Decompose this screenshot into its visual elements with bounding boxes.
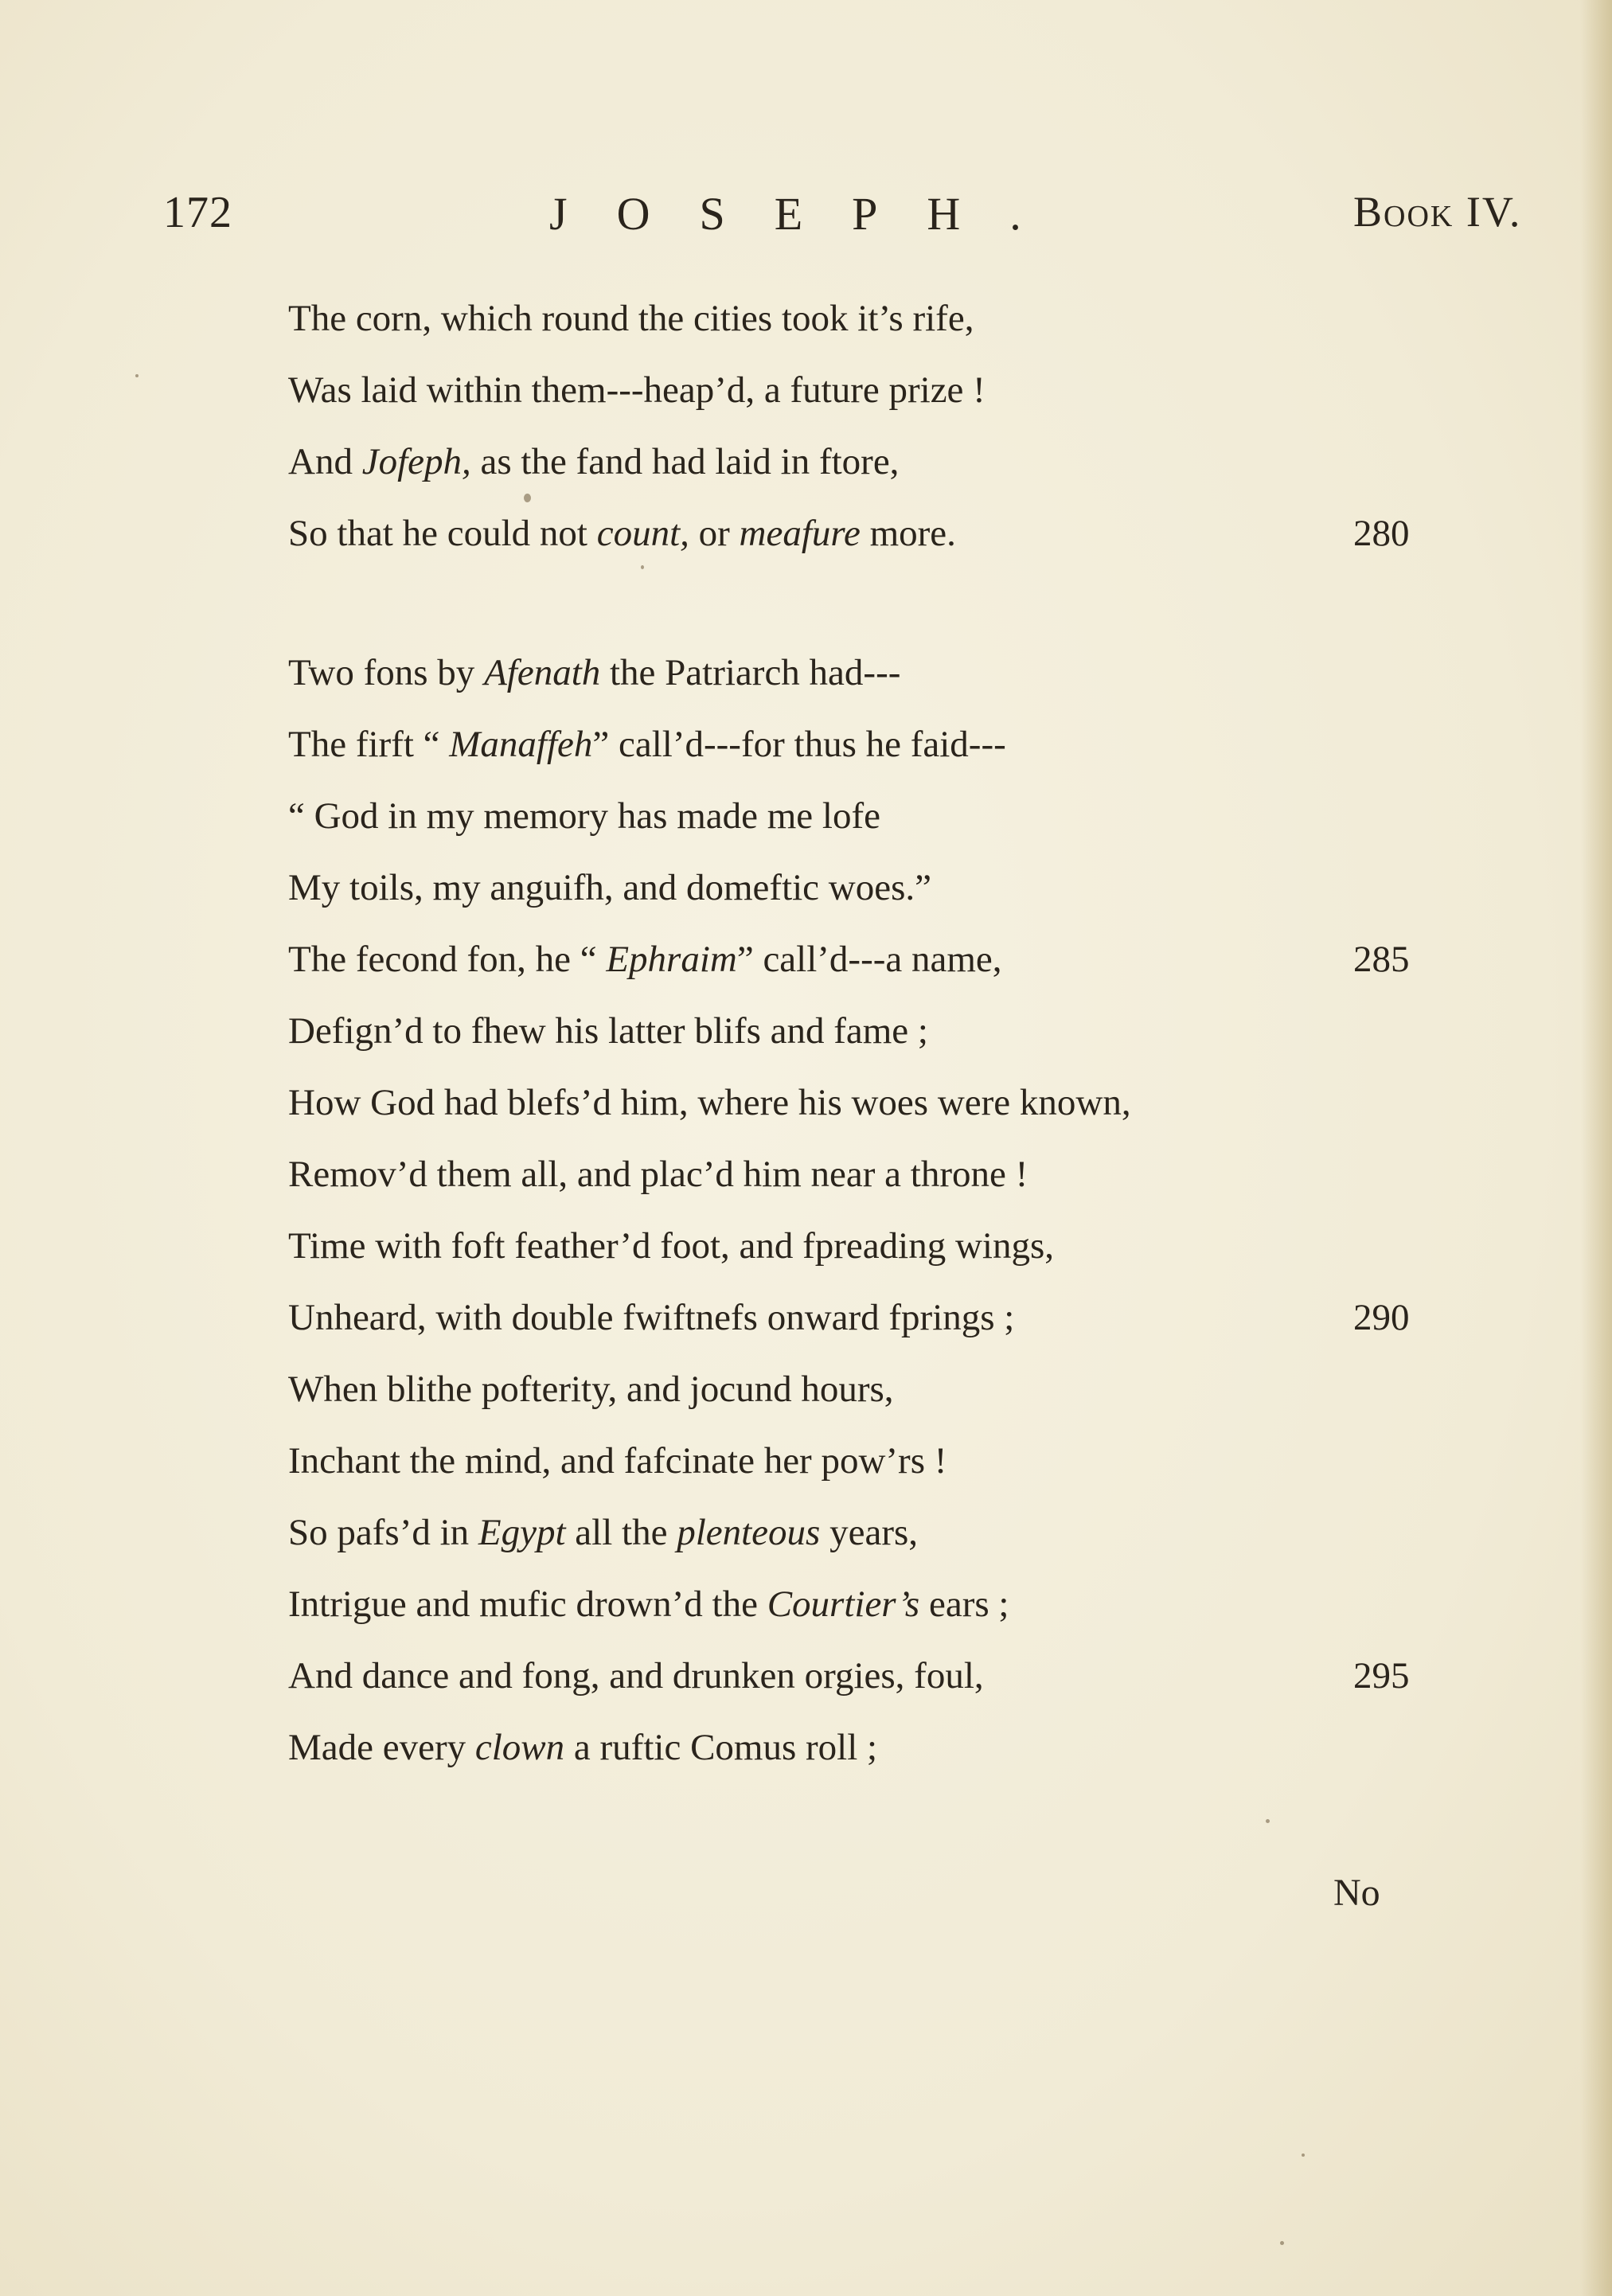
verse-text: And (288, 441, 362, 482)
verse-text: the Patriarch had--- (600, 652, 901, 693)
verse-italic-text: Courtier’s (767, 1583, 920, 1625)
verse-line (288, 295, 974, 342)
verse-text: ” call’d---a name, (736, 939, 1002, 980)
verse-text: “ God in my memory has made me lofe (288, 795, 880, 837)
verse-text: Two fons by (288, 652, 485, 693)
verse-italic-text: meafure (739, 513, 861, 554)
book-label: Book IV. (1353, 188, 1522, 236)
verse-text: Was laid within them---heap’d, a future prize ! (288, 369, 986, 411)
verse-text: Time with foft feather’d foot, and fpreading wings, (288, 1225, 1054, 1267)
running-title: JOSEPH. (549, 188, 1071, 240)
verse-line (288, 1150, 1028, 1198)
verse-line (288, 1652, 984, 1700)
verse-italic-text: Manaffeh (449, 724, 593, 765)
verse-line (288, 1437, 947, 1485)
running-header (0, 187, 1612, 259)
verse-line (288, 1509, 918, 1556)
verse-line (288, 935, 1002, 983)
line-number: 290 (1353, 1297, 1410, 1338)
verse-text: or (689, 513, 740, 554)
verse-text: The corn, which round the cities took it’s rife, (288, 298, 974, 339)
verse-line (288, 864, 931, 912)
verse-italic-text: Afenath (484, 652, 601, 693)
verse-text: ” call’d---for thus he faid--- (592, 724, 1006, 765)
verse-text: all the (565, 1512, 677, 1553)
verse-line (288, 1365, 894, 1413)
verse-line (288, 649, 900, 697)
verse-italic-text: Ephraim (606, 939, 737, 980)
verse-text: Remov’d them all, and plac’d him near a throne ! (288, 1154, 1028, 1195)
verse-text: And dance and fong, and drunken orgies, foul, (288, 1655, 984, 1697)
verse-line (288, 1007, 928, 1055)
page-number: 172 (163, 188, 232, 237)
verse-text: So pafs’d in (288, 1512, 478, 1553)
verse-line (288, 720, 1006, 768)
verse-line (288, 792, 880, 840)
verse-text: How God had blefs’d him, where his woes were known, (288, 1082, 1131, 1123)
verse-line (288, 1294, 1014, 1341)
catchword: No (1333, 1872, 1380, 1914)
verse-italic-text: Egypt (478, 1512, 566, 1553)
verse-text: as the fand had laid in ftore, (470, 441, 900, 482)
verse-text: years, (820, 1512, 919, 1553)
verse-italic-text: count, (596, 513, 689, 554)
verse-text: Intrigue and mufic drown’d the (288, 1583, 767, 1625)
verse-line (288, 366, 986, 414)
verse-line (288, 1724, 877, 1771)
verse-text: The firft “ (288, 724, 450, 765)
verse-line (288, 1079, 1131, 1127)
verse-text: more. (860, 513, 956, 554)
verse-text: So that he could not (288, 513, 597, 554)
verse-text: a ruftic Comus roll ; (564, 1727, 878, 1768)
line-number: 280 (1353, 513, 1410, 554)
verse-line (288, 510, 956, 557)
verse-text: Unheard, with double fwiftnefs onward fprings ; (288, 1297, 1015, 1338)
verse-line (288, 1580, 1009, 1628)
line-number: 285 (1353, 939, 1410, 980)
verse-text: The fecond fon, he “ (288, 939, 607, 980)
verse-italic-text: plenteous (677, 1512, 821, 1553)
verse-italic-text: clown (474, 1727, 565, 1768)
verse-line (288, 438, 899, 486)
verse-italic-text: Jofeph, (361, 441, 471, 482)
verse-text: Inchant the mind, and fafcinate her pow’rs ! (288, 1440, 947, 1482)
verse-line (288, 1222, 1054, 1270)
verse-text: Made every (288, 1727, 475, 1768)
verse-text: When blithe pofterity, and jocund hours, (288, 1369, 894, 1410)
verse-text: Defign’d to fhew his latter blifs and fame ; (288, 1010, 928, 1052)
verse-text: ears ; (919, 1583, 1009, 1625)
line-number: 295 (1353, 1655, 1410, 1697)
page-edge-shadow (1580, 0, 1612, 2296)
verse-text: My toils, my anguifh, and domeftic woes.” (288, 867, 931, 908)
